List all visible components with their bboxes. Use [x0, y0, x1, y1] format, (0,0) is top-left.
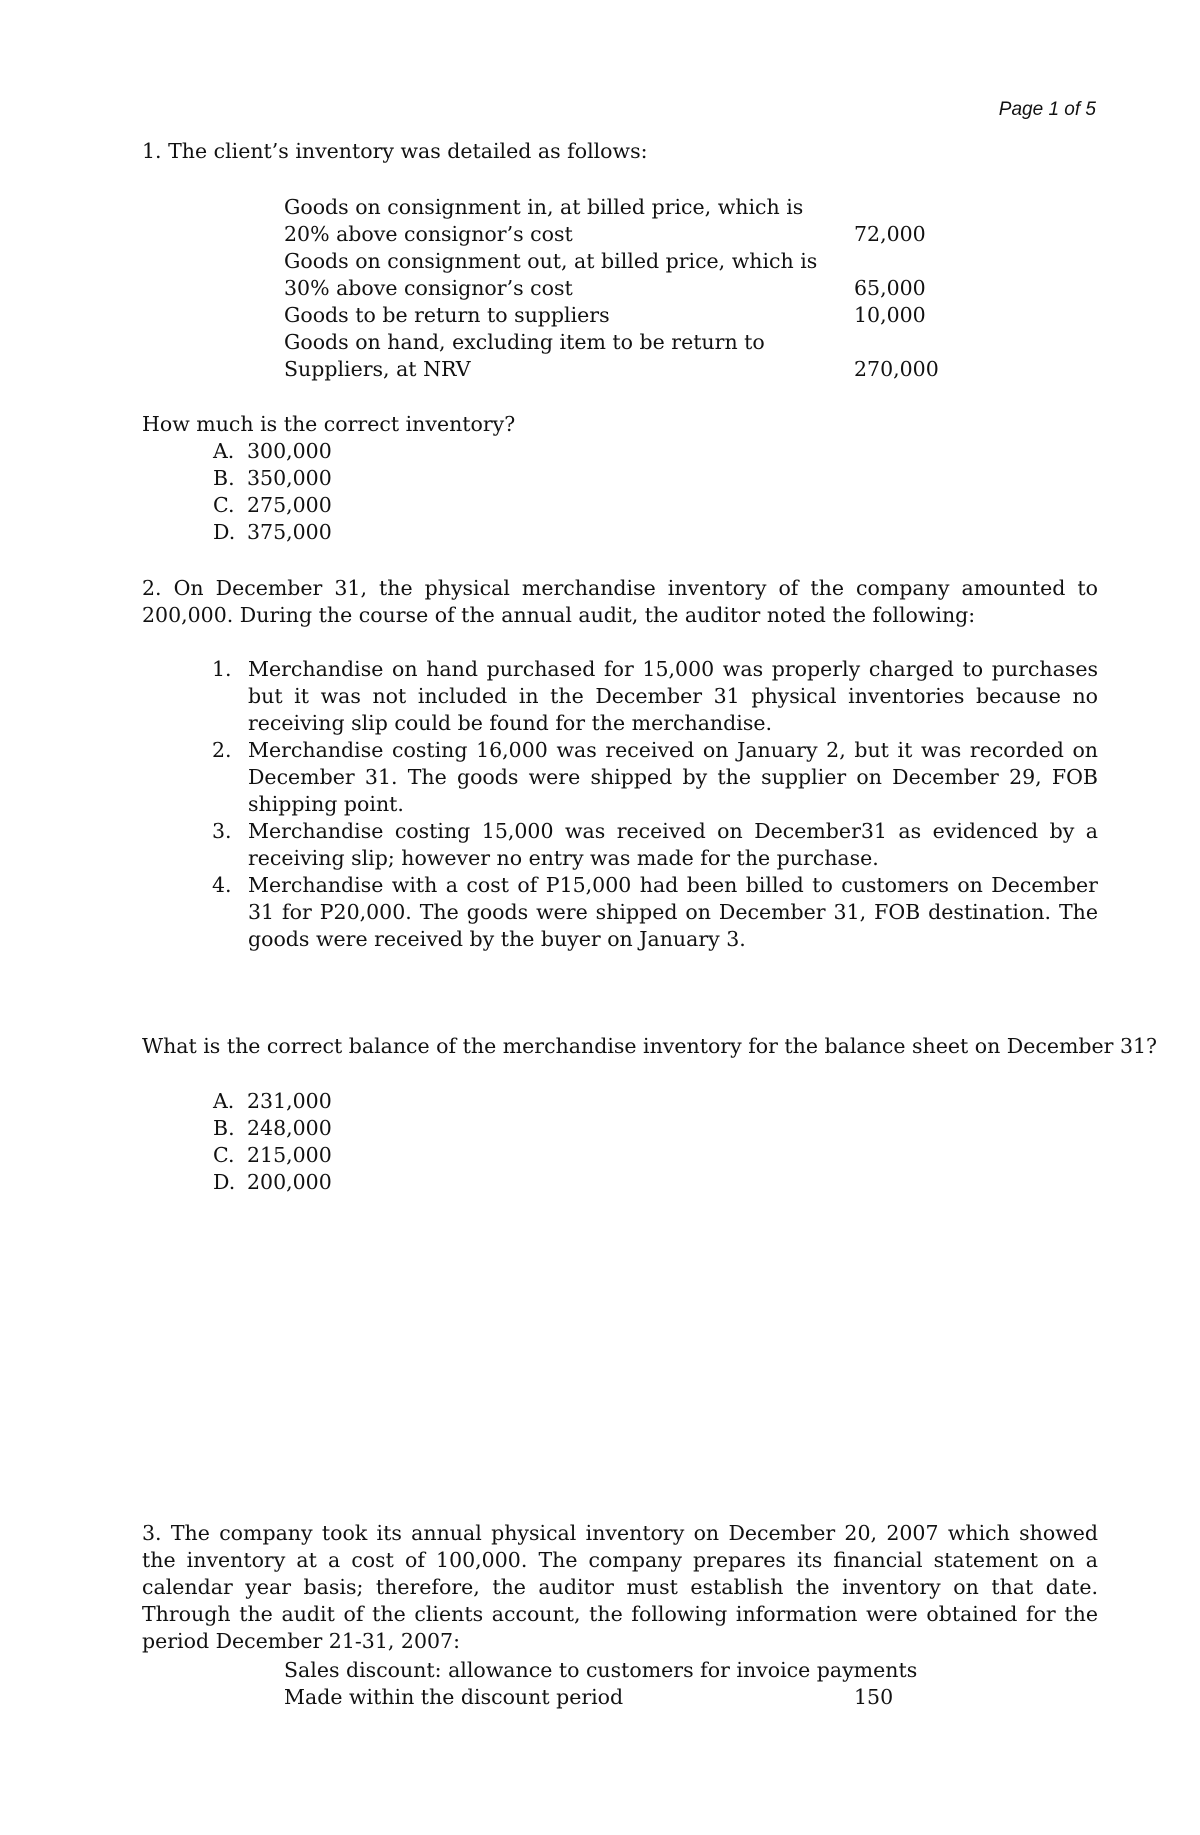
- q2-intro: 2. On December 31, the physical merchandise inventory of the company amounted to 200,000. During the course of the annual audit, the auditor noted the following:: [142, 576, 1098, 627]
- row-label: Goods on hand, excluding item to be return to: [284, 330, 765, 354]
- row-label: Made within the discount period: [284, 1685, 624, 1709]
- row-amount: 270,000: [854, 357, 939, 381]
- option-text: 248,000: [247, 1116, 332, 1140]
- row-amount: 65,000: [854, 276, 926, 300]
- q1-row: [284, 329, 934, 356]
- item-number: 1.: [212, 657, 232, 681]
- row-label: Goods on consignment out, at billed price, which is: [284, 249, 818, 273]
- q1-row: [284, 248, 934, 275]
- option-letter: B.: [213, 1116, 235, 1140]
- row-label: Sales discount: allowance to customers for invoice payments: [284, 1658, 918, 1682]
- option-letter: C.: [213, 1143, 235, 1167]
- q1-intro: 1. The client’s inventory was detailed as follows:: [142, 139, 648, 163]
- option-letter: D.: [213, 1170, 236, 1194]
- answer-option: [213, 465, 332, 492]
- answer-option: [213, 1115, 332, 1142]
- answer-option: [213, 1142, 332, 1169]
- row-amount: 150: [854, 1685, 894, 1709]
- row-amount: 72,000: [854, 222, 926, 246]
- option-text: 375,000: [247, 520, 332, 544]
- q3-row: [284, 1684, 984, 1711]
- q1-row: [284, 221, 934, 248]
- row-amount: 10,000: [854, 303, 926, 327]
- option-text: 350,000: [247, 466, 332, 490]
- answer-option: [213, 438, 332, 465]
- answer-option: [213, 1088, 332, 1115]
- option-text: 200,000: [247, 1170, 332, 1194]
- row-label: Goods to be return to suppliers: [284, 303, 610, 327]
- item-text: Merchandise with a cost of P15,000 had been billed to customers on December 31 for P20,000. The goods were shipped on December 31, FOB destination. The goods were received by the buyer on January 3.: [248, 873, 1098, 951]
- option-text: 300,000: [247, 439, 332, 463]
- option-letter: A.: [213, 1089, 235, 1113]
- item-text: Merchandise costing 15,000 was received on December31 as evidenced by a receiving slip; however no entry was made for the purchase.: [248, 819, 1098, 870]
- row-label: Suppliers, at NRV: [284, 357, 471, 381]
- option-letter: D.: [213, 520, 236, 544]
- answer-option: [213, 1169, 332, 1196]
- option-text: 231,000: [247, 1089, 332, 1113]
- q3-row: [284, 1657, 984, 1684]
- option-text: 275,000: [247, 493, 332, 517]
- option-text: 215,000: [247, 1143, 332, 1167]
- option-letter: B.: [213, 466, 235, 490]
- answer-option: [213, 492, 332, 519]
- q3-intro: 3. The company took its annual physical inventory on December 20, 2007 which showed the inventory at a cost of 100,000. The company prepares its financial statement on a calendar year basis; therefore, the auditor must establish the inventory on that date. Through the audit of the clients account, the following information were obtained for the period December 21-31, 2007:: [142, 1521, 1098, 1653]
- q1-row: [284, 194, 934, 221]
- q1-row: [284, 302, 934, 329]
- option-letter: A.: [213, 439, 235, 463]
- q2-question: What is the correct balance of the merchandise inventory for the balance sheet on December 31?: [142, 1034, 1158, 1058]
- q1-question: How much is the correct inventory?: [142, 412, 516, 436]
- answer-option: [213, 519, 332, 546]
- row-label: 30% above consignor’s cost: [284, 276, 573, 300]
- row-label: 20% above consignor’s cost: [284, 222, 573, 246]
- item-number: 2.: [212, 738, 232, 762]
- item-text: Merchandise costing 16,000 was received on January 2, but it was recorded on December 31. The goods were shipped by the supplier on December 29, FOB shipping point.: [248, 738, 1098, 816]
- page-number: Page 1 of 5: [998, 99, 1096, 120]
- item-text: Merchandise on hand purchased for 15,000 was properly charged to purchases but it was not included in the December 31 physical inventories because no receiving slip could be found for the merchandise.: [248, 657, 1098, 735]
- option-letter: C.: [213, 493, 235, 517]
- item-number: 4.: [212, 873, 232, 897]
- row-label: Goods on consignment in, at billed price, which is: [284, 195, 804, 219]
- q1-row: [284, 356, 939, 383]
- q1-row: [284, 275, 934, 302]
- item-number: 3.: [212, 819, 232, 843]
